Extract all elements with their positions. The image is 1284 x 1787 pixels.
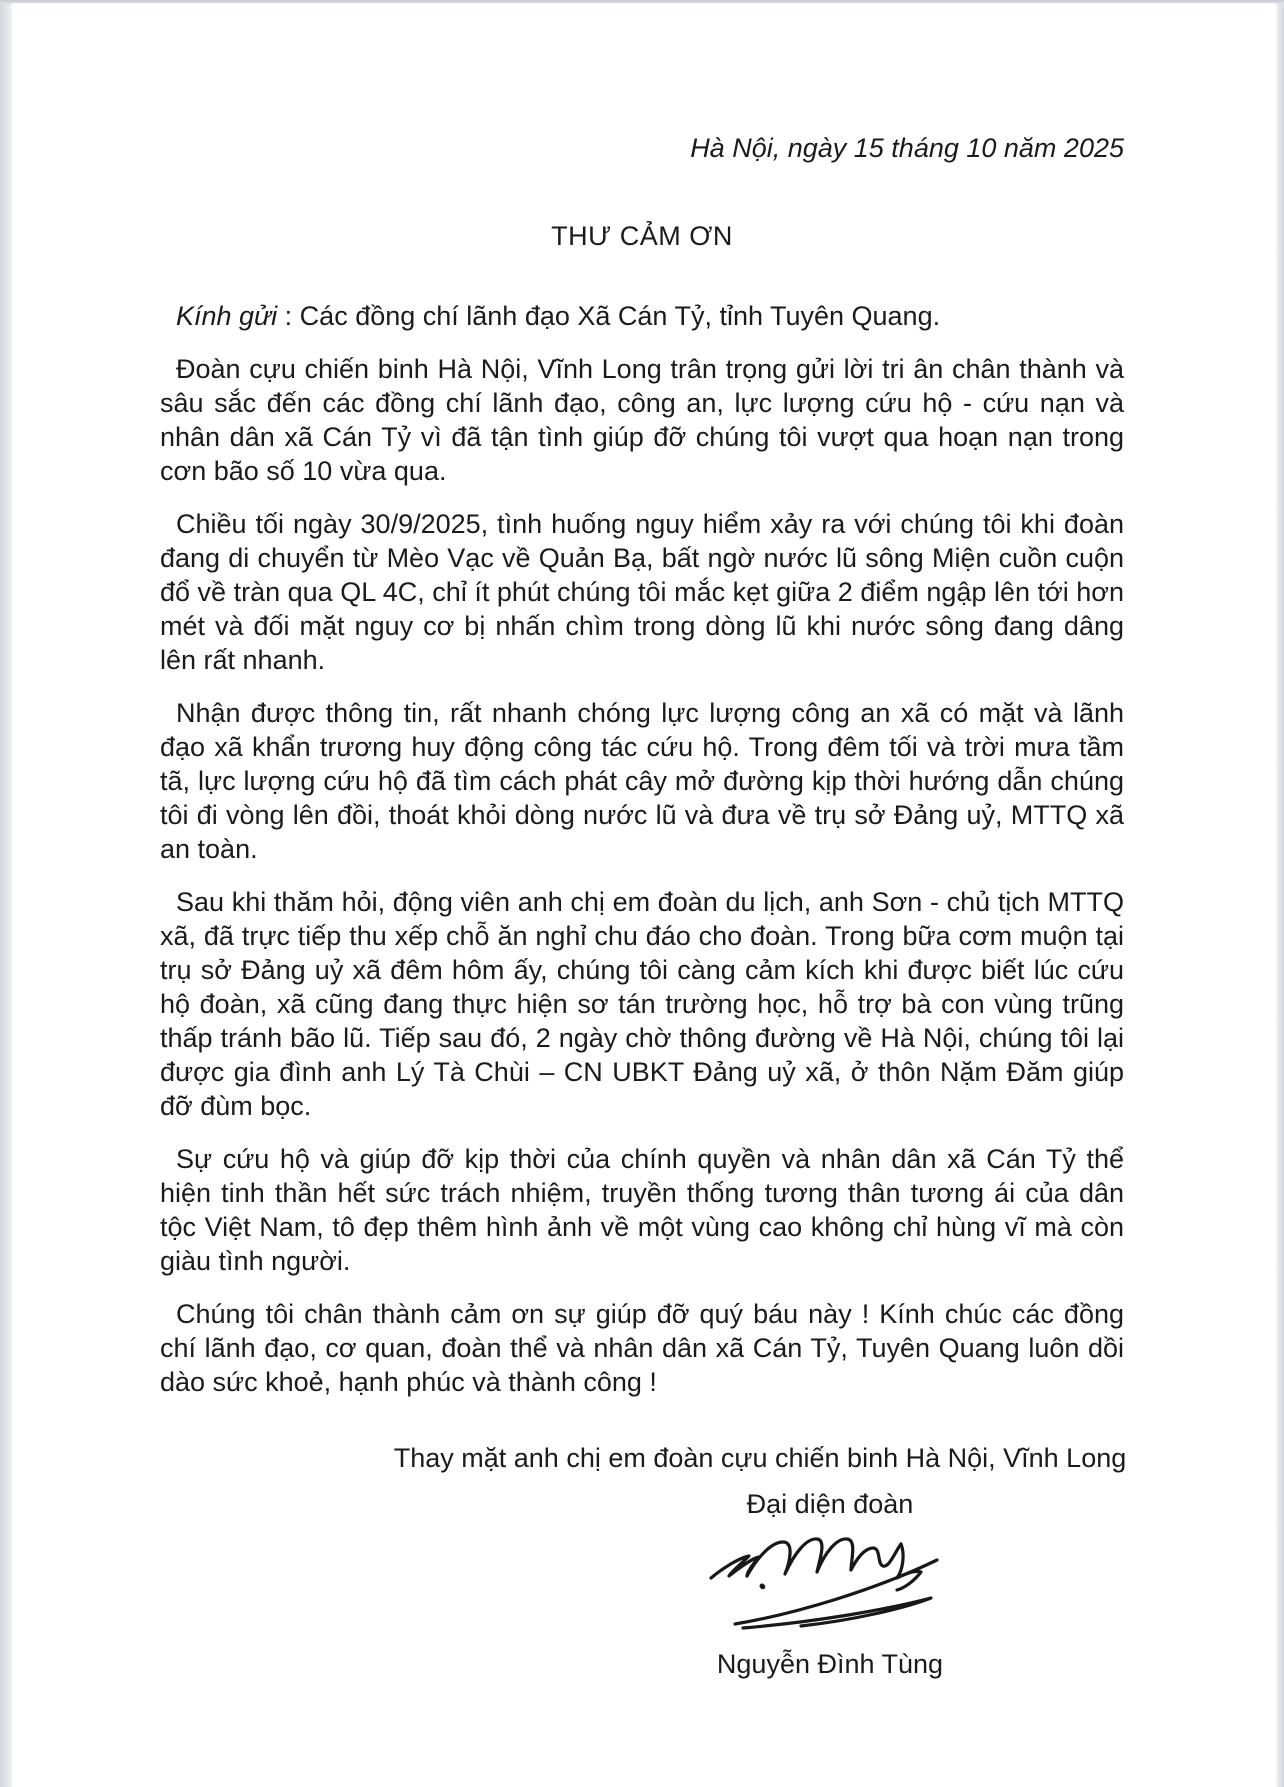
salutation-label: Kính gửi: [176, 301, 278, 331]
letter-page: [12, 3, 1276, 1787]
letter-title: THƯ CẢM ƠN: [551, 221, 733, 251]
date-line: Hà Nội, ngày 15 tháng 10 năm 2025: [690, 133, 1124, 163]
paragraph-5: Sự cứu hộ và giúp đỡ kịp thời của chính quyền và nhân dân xã Cán Tỷ thể hiện tinh thần hết sức trách nhiệm, truyền thống tương thân tương ái của dân tộc Việt Nam, tô đẹp thêm hình ảnh về một vùng cao không chỉ hùng vĩ mà còn giàu tình người.: [160, 1144, 1124, 1276]
signature-icon: [705, 1530, 955, 1642]
salutation: [160, 299, 1124, 333]
signer-name: Nguyễn Đình Tùng: [716, 1649, 944, 1679]
paragraph-4: Sau khi thăm hỏi, động viên anh chị em đoàn du lịch, anh Sơn - chủ tịch MTTQ xã, đã trực tiếp thu xếp chỗ ăn nghỉ chu đáo cho đoàn. Trong bữa cơm muộn tại trụ sở Đảng uỷ xã đêm hôm ấy, chúng tôi càng cảm kích khi được biết lúc cứu hộ đoàn, xã cũng đang thực hiện sơ tán trường học, hỗ trợ bà con vùng trũng thấp tránh bão lũ. Tiếp sau đó, 2 ngày chờ thông đường về Hà Nội, chúng tôi lại được gia đình anh Lý Tà Chùi – CN UBKT Đảng uỷ xã, ở thôn Nặm Đăm giúp đỡ đùm bọc.: [160, 887, 1124, 1121]
paragraph-3: Nhận được thông tin, rất nhanh chóng lực lượng công an xã có mặt và lãnh đạo xã khẩn trương huy động công tác cứu hộ. Trong đêm tối và trời mưa tầm tã, lực lượng cứu hộ đã tìm cách phát cây mở đường kịp thời hướng dẫn chúng tôi đi vòng lên đồi, thoát khỏi dòng nước lũ và đưa về trụ sở Đảng uỷ, MTTQ xã an toàn.: [160, 698, 1124, 864]
salutation-recipient: : Các đồng chí lãnh đạo Xã Cán Tỷ, tỉnh Tuyên Quang.: [277, 301, 941, 331]
representative-title: Đại diện đoàn: [746, 1489, 914, 1519]
closing-block: [630, 1487, 1030, 1681]
paragraph-1: Đoàn cựu chiến binh Hà Nội, Vĩnh Long trân trọng gửi lời tri ân chân thành và sâu sắc đến các đồng chí lãnh đạo, công an, lực lượng cứu hộ - cứu nạn và nhân dân xã Cán Tỷ vì đã tận tình giúp đỡ chúng tôi vượt qua hoạn nạn trong cơn bão số 10 vừa qua.: [160, 354, 1124, 486]
photo-edge-left: [0, 0, 12, 1787]
signature-area: [630, 1527, 1030, 1645]
photo-edge-right: [1276, 0, 1284, 1787]
paragraph-6: Chúng tôi chân thành cảm ơn sự giúp đỡ quý báu này ! Kính chúc các đồng chí lãnh đạo, cơ quan, đoàn thể và nhân dân xã Cán Tỷ, Tuyên Quang luôn dồi dào sức khoẻ, hạnh phúc và thành công !: [160, 1299, 1124, 1397]
closing-on-behalf: Thay mặt anh chị em đoàn cựu chiến binh Hà Nội, Vĩnh Long: [393, 1443, 1127, 1473]
paragraph-2: Chiều tối ngày 30/9/2025, tình huống nguy hiểm xảy ra với chúng tôi khi đoàn đang di chuyển từ Mèo Vạc về Quản Bạ, bất ngờ nước lũ sông Miện cuồn cuộn đổ về tràn qua QL 4C, chỉ ít phút chúng tôi mắc kẹt giữa 2 điểm ngập lên tới hơn mét và đối mặt nguy cơ bị nhấn chìm trong dòng lũ khi nước sông đang dâng lên rất nhanh.: [160, 509, 1124, 675]
